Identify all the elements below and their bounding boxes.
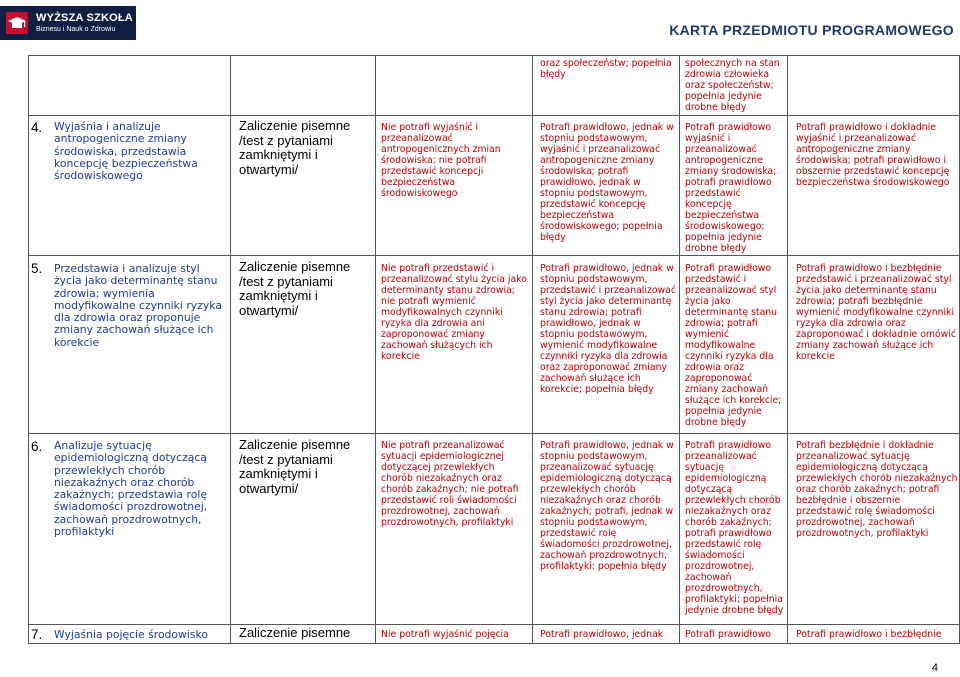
row-grade-5: Potrafi prawidłowo i bezbłędnie przedstawić i przeanalizować styl życia jako determinantę stanu zdrowia; potrafi bezbłędnie wymienić modyfikowalne czynniki ryzyka dla zdrowia oraz zaproponować i dokładnie omówić zmiany zachowań służące ich korekcie — [796, 263, 956, 362]
row-effect: Wyjaśnia pojęcie środowisko — [54, 628, 208, 641]
row-grade-4: Potrafi prawidłowo przedstawić i przeanalizować styl życia jako determinantę stanu zdrowia; potrafi wymienić modyfikowalne czynniki ryzyka dla zdrowia oraz zaproponować zmiany zachowań służące ich korekcie; popełnia jedynie drobne błędy — [685, 263, 782, 428]
row-grade-4: Potrafi prawidłowo wyjaśnić i przeanalizować antropogeniczne zmiany środowiska; potrafi prawidłowo przedstawić koncepcję bezpieczeństwa środowiskowego; popełnia jedynie drobne błędy — [685, 122, 777, 254]
row-number: 7. — [31, 627, 43, 642]
row-number: 5. — [31, 261, 43, 276]
row-grade-2: Nie potrafi wyjaśnić i przeanalizować antropogenicznych zmian środowiska; nie potrafi przedstawić koncepcji bezpieczeństwa środowiskowego — [381, 122, 501, 199]
row-method: Zaliczenie pisemne /test z pytaniami zamkniętymi i otwartymi/ — [239, 437, 351, 496]
row-number: 6. — [31, 439, 43, 454]
row-grade-4: Potrafi prawidłowo przeanalizować sytuację epidemiologiczną dotyczącą przewlekłych chorób niezakaźnych oraz chorób zakaźnych; potrafi prawidłowo przedstawić rolę świadomości prozdrowotnej, zachowań prozdrowotnych, profilaktyki; popełnia jedynie drobne błędy — [685, 440, 784, 616]
row-grade-3: Potrafi prawidłowo, jednak w stopniu podstawowym, przeanalizować sytuację epidemiologiczną dotyczącą przewlekłych chorób niezakaźnych oraz chorób zakaźnych; potrafi, jednak w stopniu podstawowym, przedstawić rolę świadomości prozdrowotnej, zachowań prozdrowotnych, profilaktyki; popełnia błędy — [540, 440, 674, 572]
top-row-grade3: oraz społeczeństw; popełnia błędy — [540, 58, 672, 80]
grading-table — [28, 55, 960, 644]
graduation-cap-icon — [4, 10, 30, 36]
row-effect: Przedstawia i analizuje styl życia jako determinantę stanu zdrowia; wymienia modyfikowalne czynniki ryzyka dla zdrowia oraz proponuje zmiany zachowań służące ich korekcie — [54, 262, 222, 349]
row-grade-4: Potrafi prawidłowo — [685, 629, 772, 640]
row-grade-2: Nie potrafi wyjaśnić pojęcia — [381, 629, 509, 640]
top-row-grade4: społecznych na stan zdrowia człowieka oraz społeczeństw; popełnia jedynie drobne błędy — [685, 58, 780, 113]
row-grade-5: Potrafi prawidłowo i bezbłędnie — [796, 629, 942, 640]
row-effect: Analizuje sytuację epidemiologiczną dotyczącą przewlekłych chorób niezakaźnych oraz chorób zakaźnych; przedstawia rolę świadomości prozdrowotnej, zachowań prozdrowotnych, profilaktyki — [54, 439, 208, 539]
row-grade-3: Potrafi prawidłowo, jednak — [540, 629, 664, 640]
page-number: 4 — [931, 662, 938, 674]
row-method: Zaliczenie pisemne /test z pytaniami zamkniętymi i otwartymi/ — [239, 259, 351, 318]
logo-subtitle: Biznesu i Nauk o Zdrowiu — [36, 26, 116, 33]
row-method: Zaliczenie pisemne /test z pytaniami zamkniętymi i otwartymi/ — [239, 118, 351, 177]
row-grade-5: Potrafi bezbłędnie i dokładnie przeanalizować sytuację epidemiologiczną dotyczącą przewlekłych chorób niezakaźnych oraz chorób zakaźnych; potrafi bezbłędnie i obszernie przedstawić rolę świadomości prozdrowotnej, zachowań prozdrowotnych, profilaktyki — [796, 440, 958, 539]
row-grade-5: Potrafi prawidłowo i dokładnie wyjaśnić i przeanalizować antropogeniczne zmiany środowiska; potrafi prawidłowo i obszernie przedstawić koncepcję bezpieczeństwa środowiskowego — [796, 122, 950, 188]
row-number: 4. — [31, 120, 43, 135]
row-grade-2: Nie potrafi przeanalizować sytuacji epidemiologicznej dotyczącej przewlekłych chorób niezakaźnych oraz chorób zakaźnych; nie potrafi przedstawić roli świadomości prozdrowotnej, zachowań prozdrowotnych, profilaktyki — [381, 440, 519, 528]
row-grade-3: Potrafi prawidłowo, jednak w stopniu podstawowym, przedstawić i przeanalizować styl życia jako determinantę stanu zdrowia; potrafi prawidłowo, jednak w stopniu podstawowym, wymienić modyfikowalne czynniki ryzyka dla zdrowia oraz zaproponować zmiany zachowań służące ich korekcie; popełnia błędy — [540, 263, 676, 395]
logo-title: WYŻSZA SZKOŁA — [36, 12, 133, 24]
row-effect: Wyjaśnia i analizuje antropogeniczne zmiany środowiska, przedstawia koncepcję bezpieczeństwa środowiskowego — [54, 120, 198, 183]
university-logo — [0, 6, 136, 40]
row-grade-2: Nie potrafi przedstawić i przeanalizować stylu życia jako determinanty stanu zdrowia; nie potrafi wymienić modyfikowalnych czynniki ryzyka dla zdrowia ani zaproponować zmiany zachowań służących ich korekcie — [381, 263, 527, 362]
document-title: KARTA PRZEDMIOTU PROGRAMOWEGO — [669, 22, 954, 38]
row-method: Zaliczenie pisemne — [239, 625, 351, 640]
row-grade-3: Potrafi prawidłowo, jednak w stopniu podstawowym, wyjaśnić i przeanalizować antropogeniczne zmiany środowiska; potrafi prawidłowo, jednak w stopniu podstawowym, przedstawić koncepcję bezpieczeństwa środowiskowego; popełnia błędy — [540, 122, 674, 243]
